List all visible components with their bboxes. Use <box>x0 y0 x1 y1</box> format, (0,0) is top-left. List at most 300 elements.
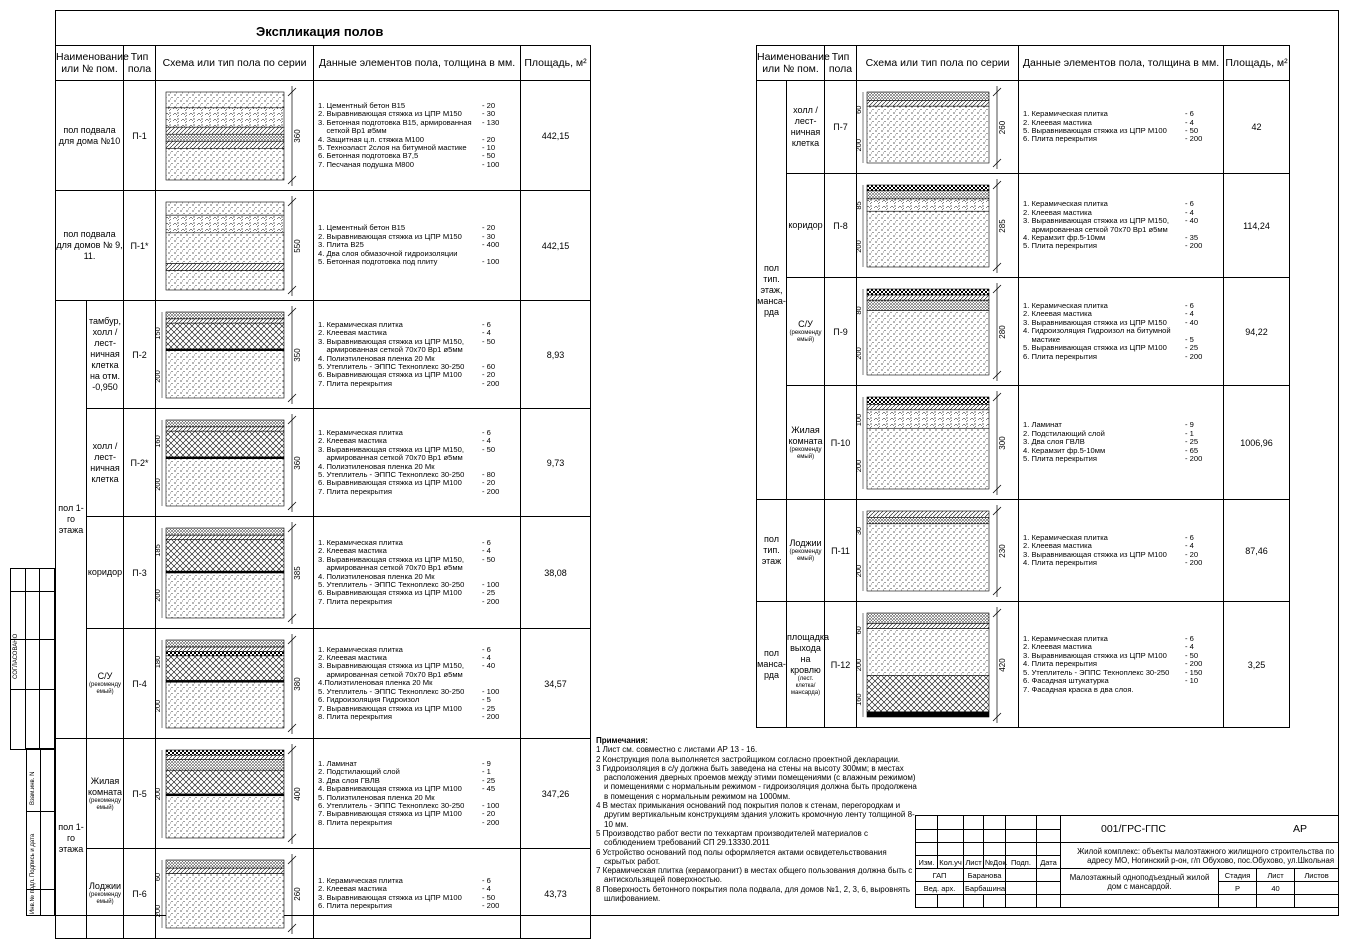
layer-name: 5. Утеплитель - ЭППС Техноплекс 30-250 <box>318 469 465 479</box>
note-item: 4 В местах примыкания оснований под покрытия полов к стенам, перегородкам и другим вертикальным конструкциям здания уложить кромочную ленту толщиной 8-10 мм. <box>596 801 915 829</box>
side-agreed-label: СОГЛАСОВАНО <box>13 633 19 679</box>
svg-text:160: 160 <box>153 434 163 448</box>
floor-6-rows_left-layer-4 <box>166 770 284 794</box>
floor-scheme-cell <box>153 629 314 739</box>
layer-name: 2. Клеевая мастика <box>1023 309 1092 319</box>
layer-name: 2. Клеевая мастика <box>318 328 387 338</box>
layer-name: 1. Керамическая плитка <box>318 319 403 329</box>
layer-thickness: - 65 <box>1185 445 1199 455</box>
floor-6-rows_left-layer-3 <box>166 759 284 770</box>
side-sign-label: Подпись и дата <box>30 833 36 877</box>
floor-5-rows_left-layer-4 <box>166 655 284 680</box>
header-scheme: Схема или тип пола по серии <box>156 46 314 81</box>
floor-4-rows_left-layer-3 <box>166 539 284 571</box>
floor-5-rows_right-layer-3 <box>867 628 989 675</box>
layer-name: 1. Керамическая плитка <box>1023 532 1108 542</box>
floor-scheme-cell <box>156 81 314 191</box>
layer-name: армированная сеткой 70х70 Вр1 ø5мм <box>1023 224 1168 234</box>
floor-5-rows_right-layer-1 <box>867 613 989 623</box>
floor-5-rows_right-scheme <box>854 603 1017 727</box>
table-row <box>757 174 1290 278</box>
layer-name: 2. Выравнивающая стяжка из ЦПР М150 <box>318 231 462 241</box>
table-row <box>56 849 591 939</box>
layer-name: 4. Керамзит фр.5-10мм <box>1023 232 1106 242</box>
layer-thickness: - 9 <box>482 758 491 768</box>
floor-0-rows_right-layer-2 <box>867 100 989 106</box>
floor-7-rows_left-layer-3 <box>166 873 284 927</box>
svg-text:230: 230 <box>998 543 1008 558</box>
layer-thickness: - 30 <box>482 231 496 241</box>
floor-3-rows_left-layer-3 <box>166 431 284 457</box>
floor-1-rows_left-scheme <box>156 192 312 300</box>
layer-name: 4. Выравнивающая стяжка из ЦПР М100 <box>318 784 462 794</box>
floor-area: 87,46 <box>1224 500 1290 602</box>
layer-thickness: - 200 <box>1185 351 1203 361</box>
layer-name: 3. Выравнивающая стяжка из ЦПР М150, <box>318 444 464 454</box>
svg-text:280: 280 <box>998 324 1008 339</box>
table-row <box>56 81 591 191</box>
layer-thickness <box>482 564 512 572</box>
layer-name: 1. Цементный бетон В15 <box>318 100 406 110</box>
stamp-sheets-label: Листов <box>1295 869 1339 882</box>
floor-1-rows_left-layer-4 <box>166 263 284 270</box>
table-row <box>757 278 1290 386</box>
layer-name: 8. Плита перекрытия <box>318 711 392 721</box>
floor-layers <box>1019 81 1224 174</box>
layer-name: 4. Керамзит фр.5-10мм <box>1023 445 1106 455</box>
layer-name: 1. Керамическая плитка <box>318 537 403 547</box>
floor-type: П-1 <box>124 81 156 191</box>
floor-3-rows_right-layer-3 <box>867 409 989 427</box>
stamp-person2: Барбашина <box>965 883 1006 893</box>
right-floor-table <box>756 45 1290 728</box>
floor-4-rows_right-layer-2 <box>867 517 989 523</box>
floor-1-rows_left-layer-5 <box>166 270 284 289</box>
layer-thickness: - 50 <box>482 336 496 346</box>
room-name-text: Жилая комната <box>788 424 823 446</box>
layer-thickness: - 200 <box>1185 557 1203 567</box>
layer-item <box>1023 559 1223 567</box>
stamp-sheets <box>1295 882 1339 895</box>
layer-name: 5. Выравнивающая стяжка из ЦПР М100 <box>1023 126 1167 135</box>
room-name <box>87 739 124 849</box>
layer-item <box>318 161 520 169</box>
floor-area: 114,24 <box>1224 174 1290 278</box>
svg-text:200: 200 <box>854 658 864 671</box>
layer-thickness: - 4 <box>1185 309 1194 319</box>
floor-1-rows_left-layer-3 <box>166 232 284 263</box>
layer-thickness: - 200 <box>482 711 500 721</box>
header-data-right: Данные элементов пола, толщина в мм. <box>1019 46 1224 81</box>
layer-item <box>1023 242 1223 250</box>
group-label: пол 1-го этажа <box>56 301 87 739</box>
layer-thickness: - 40 <box>482 661 496 671</box>
layer-item <box>318 902 520 910</box>
layer-thickness: - 200 <box>482 378 500 388</box>
svg-text:350: 350 <box>293 347 303 362</box>
layer-name: 3. Выравнивающая стяжка из ЦПР М150, <box>318 336 464 346</box>
layer-thickness: - 20 <box>482 370 496 380</box>
side-signature-box <box>26 748 55 916</box>
room-name-text: площадка выхода на кровлю <box>787 632 830 675</box>
layer-name: 5. Плита перекрытия <box>1023 454 1097 464</box>
layer-item <box>318 819 520 827</box>
svg-text:180: 180 <box>153 655 163 668</box>
floor-7-rows_left-layer-1 <box>166 860 284 868</box>
layer-name: 3. Выравнивающая стяжка из ЦПР М100 <box>1023 549 1167 559</box>
room-name-text: Лоджии <box>88 881 122 891</box>
floor-2-rows_left-layer-1 <box>166 312 284 319</box>
layer-thickness: - 200 <box>1185 659 1203 669</box>
layer-thickness: - 4 <box>1185 207 1194 217</box>
layer-thickness: - 200 <box>482 900 500 910</box>
layer-name: 2. Клеевая мастика <box>1023 117 1092 127</box>
svg-text:200: 200 <box>153 787 163 800</box>
layer-thickness: - 20 <box>482 134 496 144</box>
layer-name: 1. Керамическая плитка <box>318 875 403 885</box>
floor-2-rows_right-scheme <box>854 279 1017 385</box>
layer-thickness: - 4 <box>482 884 491 894</box>
floor-layers <box>314 849 521 939</box>
layer-thickness: - 20 <box>482 100 496 110</box>
layer-thickness: - 200 <box>1185 241 1203 251</box>
layer-item <box>1023 135 1223 143</box>
table-row <box>56 629 591 739</box>
layer-thickness: - 30 <box>482 109 496 119</box>
table-row <box>757 602 1290 728</box>
layer-thickness: - 200 <box>482 596 500 606</box>
floor-type: П-7 <box>825 81 857 174</box>
layer-thickness: - 25 <box>1185 343 1199 353</box>
layer-thickness: - 20 <box>482 809 496 819</box>
layer-name: 6. Утеплитель - ЭППС Техноплекс 30-250 <box>318 800 465 810</box>
floor-scheme-cell <box>153 849 314 939</box>
room-note: (лест. клетка/ мансарда) <box>790 676 821 696</box>
layer-name: 3. Выравнивающая стяжка из ЦПР М150 <box>1023 317 1167 327</box>
svg-text:200: 200 <box>153 699 163 712</box>
floor-type: П-10 <box>825 386 857 500</box>
note-item: 2 Конструкция пола выполняется застройщиком согласно проектной декларации. <box>596 754 901 764</box>
stamp-project: Жилой комплекс: объекты малоэтажного жилищного строительства по адресу МО, Ногинский р-он, г/п Обухово, пос.Обухово, ул.Школьная <box>1061 843 1339 869</box>
svg-text:60: 60 <box>153 872 163 881</box>
layer-name: 7. Плита перекрытия <box>318 378 392 388</box>
floor-4-rows_right-scheme <box>854 501 1017 601</box>
floor-2-rows_right-layer-2 <box>867 295 989 300</box>
layer-name: 5. Плита перекрытия <box>1023 241 1097 251</box>
layer-thickness <box>482 454 512 462</box>
room-note: (рекоменду емый) <box>89 892 121 905</box>
layer-name: 3. Выравнивающая стяжка из ЦПР М150, <box>1023 216 1169 226</box>
floor-area: 42 <box>1224 81 1290 174</box>
svg-text:550: 550 <box>293 238 303 253</box>
layer-name: 2. Клеевая мастика <box>318 436 387 446</box>
floor-type: П-5 <box>124 739 156 849</box>
layer-thickness: - 50 <box>482 151 496 161</box>
stamp-sheet-label: Лист <box>1257 869 1295 882</box>
layer-name: 2. Клеевая мастика <box>1023 541 1092 551</box>
layer-thickness: - 60 <box>482 361 496 371</box>
layer-name: 4.Полиэтиленовая пленка 20 Мк <box>318 678 433 688</box>
floor-type: П-2* <box>124 409 156 517</box>
floor-3-rows_right-layer-2 <box>867 404 989 410</box>
layer-name: 8. Плита перекрытия <box>318 817 392 827</box>
floor-4-rows_left-layer-5 <box>166 573 284 618</box>
floor-0-rows_left-dimension <box>288 86 302 186</box>
layer-name: 6. Гидроизоляция Гидроизол <box>318 695 420 705</box>
layer-name: 6. Выравнивающая стяжка из ЦПР М100 <box>318 588 462 598</box>
floor-6-rows_left-layer-1 <box>166 750 284 755</box>
layer-thickness: - 1 <box>482 767 491 777</box>
layer-name: 3. Бетонная подготовка В15, армированная <box>318 117 472 127</box>
layer-name: 5. Утеплитель - ЭППС Техноплекс 30-250 <box>318 361 465 371</box>
layer-thickness: - 6 <box>482 644 491 654</box>
svg-text:400: 400 <box>293 786 303 801</box>
layer-name: 1. Керамическая плитка <box>1023 301 1108 311</box>
stamp-col-label: Кол.уч <box>939 857 962 867</box>
layer-name: 4. Плита перекрытия <box>1023 659 1097 669</box>
room-name-text: тамбур, холл / лест- ничная клетка на отм. -0,950 <box>89 316 121 392</box>
floor-area: 38,08 <box>521 517 591 629</box>
layer-name: 2. Клеевая мастика <box>318 884 387 894</box>
floor-5-rows_left-layer-1 <box>166 640 284 647</box>
layer-name: 7. Плита перекрытия <box>318 596 392 606</box>
stamp-person1: Баранова <box>964 869 1006 882</box>
layer-thickness: - 4 <box>1185 117 1194 127</box>
room-name <box>787 174 825 278</box>
svg-text:200: 200 <box>854 346 864 360</box>
layer-name: 4. Защитная ц.п. стяжка М100 <box>318 134 424 144</box>
floor-2-rows_left-scheme <box>153 302 312 408</box>
notes-heading: Примечания: <box>596 736 648 745</box>
table-row <box>56 301 591 409</box>
floor-5-rows_right-layer-5 <box>867 711 989 716</box>
room-name-text: Жилая комната <box>87 775 123 797</box>
group-label: пол тип. этаж, манса- рда <box>757 81 787 500</box>
side-approval-box <box>10 568 55 750</box>
floor-scheme-cell <box>854 386 1019 500</box>
floor-layers <box>1019 500 1224 602</box>
stamp-stage: Р <box>1219 882 1257 895</box>
svg-text:300: 300 <box>998 435 1008 450</box>
room-note: (рекоменду емый) <box>789 330 822 343</box>
layer-name: 2. Подстилающий слой <box>318 767 400 777</box>
room-name <box>56 191 124 301</box>
layer-item <box>1023 353 1223 361</box>
layer-name: 2. Клеевая мастика <box>1023 207 1092 217</box>
layer-name: 7. Выравнивающая стяжка из ЦПР М100 <box>318 703 462 713</box>
layer-name: армированная сеткой 70х70 Вр1 ø5мм <box>318 563 463 573</box>
layer-name: 2. Клеевая мастика <box>1023 642 1092 652</box>
stamp-col-label: Подп. <box>1006 856 1037 869</box>
table-row <box>757 386 1290 500</box>
layer-thickness: - 40 <box>1185 317 1199 327</box>
layer-name: 2. Клеевая мастика <box>318 546 387 556</box>
layer-thickness <box>1185 686 1215 694</box>
floor-1-rows_right-layer-3 <box>867 198 989 210</box>
layer-name: 3. Два слоя ГВЛВ <box>1023 437 1085 447</box>
floor-area: 34,57 <box>521 629 591 739</box>
svg-text:85: 85 <box>854 200 864 210</box>
floor-layers <box>314 739 521 849</box>
layer-thickness: - 25 <box>1185 437 1199 447</box>
stamp-col-label: Дата <box>1037 856 1061 869</box>
floor-0-rows_left-layer-6 <box>166 148 284 180</box>
group-label: пол тип. этаж <box>757 500 787 602</box>
layer-thickness: - 130 <box>482 117 500 127</box>
header-area-right: Площадь, м² <box>1224 46 1290 81</box>
svg-text:60: 60 <box>854 625 864 635</box>
layer-thickness: - 100 <box>482 686 500 696</box>
floor-type: П-6 <box>124 849 156 939</box>
layer-name: 7. Плита перекрытия <box>318 486 392 496</box>
floor-type: П-1* <box>124 191 156 301</box>
header-name-right: Наименование или № пом. <box>757 46 825 81</box>
layer-name: 5. Утеплитель - ЭППС Техноплекс 30-250 <box>318 579 465 589</box>
floor-type: П-12 <box>825 602 857 728</box>
floor-7-rows_left-layer-2 <box>166 868 284 873</box>
room-name <box>87 629 124 739</box>
floor-2-rows_left-layer-3 <box>166 323 284 349</box>
svg-text:200: 200 <box>153 369 163 383</box>
layer-thickness: - 5 <box>1185 334 1194 344</box>
room-name-text: пол подвала для домов № 9, 11. <box>56 229 123 261</box>
layer-name: 3. Выравнивающая стяжка из ЦПР М100 <box>1023 650 1167 660</box>
layer-name: 1. Керамическая плитка <box>318 427 403 437</box>
layer-name: 2. Выравнивающая стяжка из ЦПР М150 <box>318 109 462 119</box>
floor-1-rows_left-layer-2 <box>166 215 284 233</box>
floor-type: П-2 <box>124 301 156 409</box>
layer-thickness: - 200 <box>1185 454 1203 464</box>
floor-layers <box>1019 602 1224 728</box>
floor-area: 1006,96 <box>1224 386 1290 500</box>
layer-name: армированная сеткой 70х70 Вр1 ø5мм <box>318 345 463 355</box>
room-name <box>87 849 124 939</box>
room-note: (рекоменду емый) <box>789 446 822 460</box>
layer-name: 4. Полиэтиленовая пленка 20 Мк <box>318 461 435 471</box>
layer-thickness: - 25 <box>482 588 496 598</box>
layer-thickness: - 6 <box>482 427 491 437</box>
floor-1-rows_right-layer-4 <box>867 211 989 267</box>
layer-thickness: - 6 <box>482 319 491 329</box>
floor-layers <box>314 409 521 517</box>
room-name <box>787 386 825 500</box>
note-item: 5 Производство работ вести по техкартам производителей материалов с соблюдением требований СП 29.13330.2011 <box>596 828 869 848</box>
svg-text:420: 420 <box>998 657 1008 672</box>
svg-text:200: 200 <box>854 459 864 472</box>
room-name-text: пол подвала для дома №10 <box>58 124 121 146</box>
layer-thickness: - 400 <box>482 240 500 250</box>
layer-thickness: - 50 <box>482 892 496 902</box>
table-row <box>757 500 1290 602</box>
floor-type: П-9 <box>825 278 857 386</box>
stamp-section: АР <box>1293 823 1308 835</box>
layer-name: 4. Гидроизоляция Гидроизол на битумной <box>1023 326 1171 336</box>
layer-name: 5. Утеплитель - ЭППС Техноплекс 30-250 <box>1023 667 1170 677</box>
floor-1-rows_left-dimension <box>288 196 302 296</box>
layer-name: 6. Плита перекрытия <box>1023 134 1097 144</box>
floor-scheme-cell <box>854 500 1019 602</box>
layer-thickness: - 1 <box>1185 428 1194 438</box>
svg-text:200: 200 <box>153 477 163 491</box>
floor-0-rows_right-layer-3 <box>867 106 989 163</box>
room-name <box>56 81 124 191</box>
header-name: Наименование или № пом. <box>56 46 124 81</box>
layer-name: 1. Ламинат <box>1023 420 1062 430</box>
layer-name: 3. Выравнивающая стяжка из ЦПР М100 <box>318 892 462 902</box>
floor-type: П-8 <box>825 174 857 278</box>
stamp-sheet: 40 <box>1257 882 1295 895</box>
layer-name: 4. Полиэтиленовая пленка 20 Мк <box>318 571 435 581</box>
layer-name: 6. Фасадная штукатурка <box>1023 676 1109 686</box>
floor-area: 442,15 <box>521 81 591 191</box>
floor-scheme-cell <box>153 301 314 409</box>
floor-6-rows_left-layer-2 <box>166 755 284 759</box>
note-item: 1 Лист см. совместно с листами АР 13 - 16. <box>596 745 758 755</box>
floor-1-rows_right-scheme <box>854 175 1017 277</box>
svg-text:60: 60 <box>854 105 864 114</box>
svg-text:200: 200 <box>854 564 864 577</box>
svg-text:360: 360 <box>293 455 303 470</box>
layer-thickness: - 9 <box>1185 420 1194 430</box>
floor-type: П-11 <box>825 500 857 602</box>
floor-layers <box>1019 278 1224 386</box>
floor-3-rows_left-layer-1 <box>166 420 284 427</box>
room-note: (рекоменду емый) <box>89 682 121 695</box>
layer-thickness <box>482 671 512 679</box>
layer-name: 7. Фасадная краска в два слоя. <box>1023 684 1134 694</box>
table-row <box>56 739 591 849</box>
layer-name: 1. Керамическая плитка <box>1023 634 1108 644</box>
floor-0-rows_left-layer-1 <box>166 92 284 108</box>
layer-thickness: - 200 <box>482 486 500 496</box>
layer-name: 4. Плита перекрытия <box>1023 557 1097 567</box>
layer-item <box>318 380 520 388</box>
floor-layers <box>314 191 521 301</box>
stamp-building: Малоэтажный одноподъездный жилой дом с мансардой. <box>1061 869 1219 895</box>
svg-text:160: 160 <box>854 692 864 706</box>
floor-0-rows_left-layer-5 <box>166 141 284 148</box>
layer-name: 1. Керамическая плитка <box>1023 109 1108 119</box>
floor-3-rows_right-layer-4 <box>867 428 989 489</box>
layer-thickness: - 20 <box>482 478 496 488</box>
left-floor-table <box>55 45 591 939</box>
floor-scheme-cell <box>854 602 1019 728</box>
layer-name: 4. Полиэтиленовая пленка 20 Мк <box>318 353 435 363</box>
svg-text:360: 360 <box>293 128 303 143</box>
floor-scheme-cell <box>153 409 314 517</box>
floor-0-rows_left-scheme <box>156 82 312 190</box>
layer-name: 3. Плита В25 <box>318 240 364 250</box>
svg-text:260: 260 <box>998 120 1008 134</box>
layer-thickness: - 40 <box>1185 216 1199 226</box>
layer-name: 1. Цементный бетон В15 <box>318 223 406 233</box>
layer-name: 1. Керамическая плитка <box>318 644 403 654</box>
svg-text:30: 30 <box>854 526 864 535</box>
floor-layers <box>314 81 521 191</box>
layer-thickness: - 6 <box>1185 634 1194 644</box>
stamp-stage-label: Стадия <box>1219 869 1257 882</box>
room-note: (рекоменду емый) <box>89 797 121 811</box>
floor-scheme-cell <box>854 278 1019 386</box>
layer-name: мастике <box>1023 334 1061 344</box>
stamp-role1: ГАП <box>916 869 964 882</box>
room-name-text: коридор <box>87 567 123 577</box>
stamp-role2: Вед. арх. <box>916 882 964 895</box>
table-row <box>56 191 591 301</box>
layer-thickness: - 6 <box>1185 301 1194 311</box>
room-name <box>787 278 825 386</box>
floor-5-rows_left-layer-2 <box>166 647 284 651</box>
